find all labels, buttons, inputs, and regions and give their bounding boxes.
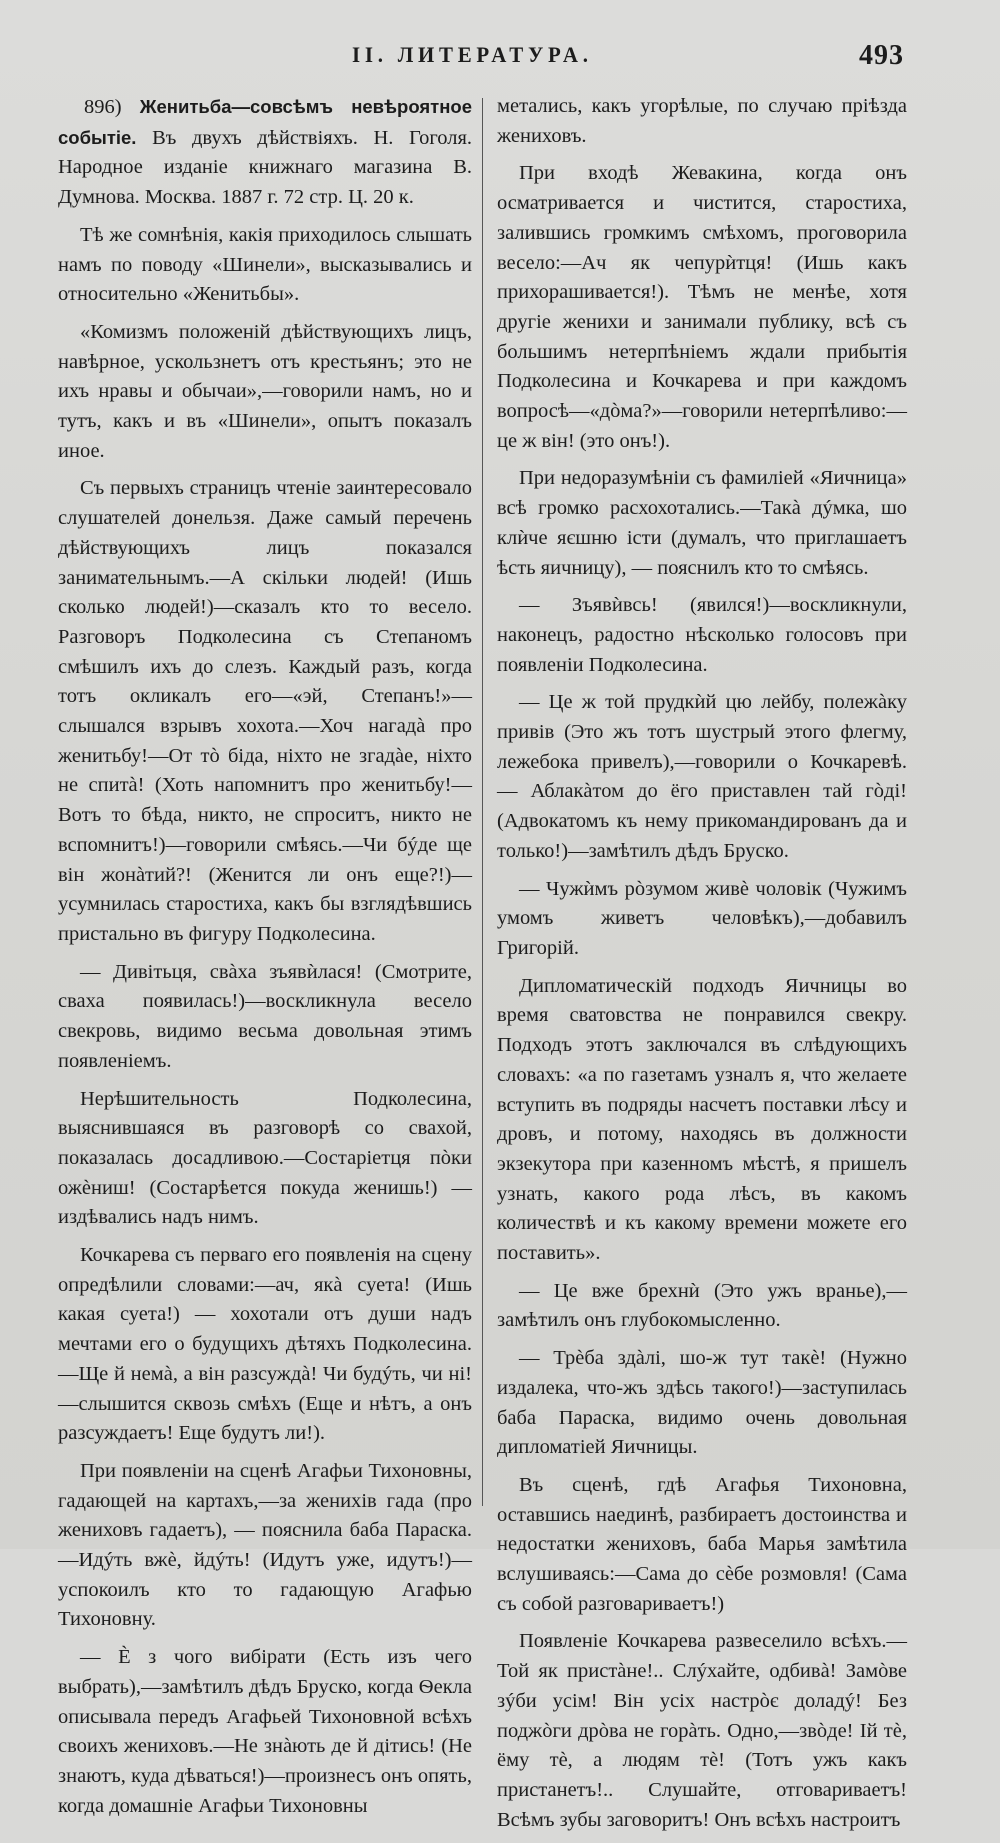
paragraph: Съ первыхъ страницъ чтеніе заинтересовало слушателей донельзя. Даже самый перечень дѣйствующихъ лицъ показался занимательнымъ.—А скільки людей! (Ишь сколько людей!)—сказалъ кто то весело. Разговоръ Подколесина съ Степаномъ смѣшилъ ихъ до слезъ. Каждый разъ, когда тотъ окликалъ его—«эй, Степанъ!»—слышался взрывъ хохота.—Хоч нагадà про женитьбу!—От тò біда, ніхто не згадàе, ніхто не спитà! (Хоть напомнитъ про женитьбу!—Вотъ то бѣда, никто, не спроситъ, никто не вспомнитъ!)—говорили смѣясь.—Чи бýде ще він жонàтий?! (Женится ли онъ еще?!)—усумнилась старостиха, какъ бы взглядѣвшись пристально въ фигуру Подколесина. [58, 477, 472, 945]
paragraph: При входѣ Жевакина, когда онъ осматривается и чистится, старостиха, залившись громкимъ смѣхомъ, проговорила весело:—Ач як чепурѝтця! (Ишь какъ прихорашивается!). Тѣмъ не менѣе, хотя другіе женихи и занимали публику, всѣ съ большимъ нетерпѣніемъ ждали прибытія Подколесина и Кочкарева и при каждомъ вопросѣ—«дòма?»—говорили нетерпѣливо:—це ж він! (это онъ!). [497, 162, 907, 452]
paragraph-continued: метались, какъ угорѣлые, по случаю пріѣзда жениховъ. [497, 95, 907, 147]
page-header [0, 40, 1000, 80]
paragraph: — Чужѝмъ рòзумом живè чоловік (Чужимъ умомъ живетъ человѣкъ),—добавилъ Григорій. [497, 877, 907, 959]
paragraph: «Комизмъ положеній дѣйствующихъ лицъ, навѣрное, ускользнетъ отъ крестьянъ; это не ихъ нравы и обычаи»,—говорили намъ, но и тутъ, какъ и въ «Шинели», опытъ показалъ иное. [58, 320, 472, 462]
paragraph: — Зъявѝвсь! (явился!)—воскликнули, наконецъ, радостно нѣсколько голосовъ при появленіи Подколесина. [497, 594, 907, 676]
entry-title: Женитьба—совсѣмъ невѣроятное событіе. [58, 96, 472, 148]
paragraph: — Це вже брехнѝ (Это ужъ вранье),—замѣтилъ онъ глубокомысленно. [497, 1279, 907, 1332]
paragraph: При недоразумѣніи съ фамиліей «Яичница» всѣ громко расхохотались.—Такà дýмка, шо клѝче яєшню істи (думалъ, что приглашаетъ ѣсть яичницу), — пояснилъ кто то смѣясь. [497, 467, 907, 579]
paragraph: Въ сценѣ, гдѣ Агафья Тихоновна, оставшись наединѣ, разбираетъ достоинства и недостатки жениховъ, баба Марья замѣтила вслушиваясь:—Сама до сèбе розмовля! (Сама съ собой разговариваетъ!) [497, 1473, 907, 1615]
left-column [58, 92, 472, 1829]
paragraph: Дипломатическій подходъ Яичницы во время сватовства не понравился свекру. Подходъ этотъ заключался въ слѣдующихъ словахъ: «а по газетамъ узналъ я, что желаете вступить въ подряды насчетъ поставки лѣсу и дровъ, и потому, находясь въ должности экзекутора при казенномъ мѣстѣ, я пришелъ узнать, какого рода лѣсъ, въ какомъ количествѣ и къ какому времени можете его поставить». [497, 974, 907, 1265]
paragraph: — Ѐ з чого вибірати (Есть изъ чего выбрать),—замѣтилъ дѣдъ Бруско, когда Ѳекла описывала передъ Агафьей Тихоновной всѣхъ своихъ жениховъ.—Не знàють де й дітись! (Не знаютъ, куда дѣваться!)—произнесъ онъ опять, когда домашніе Агафьи Тихоновны [58, 1646, 472, 1817]
entry-number: 896) [84, 96, 122, 118]
paragraph: Тѣ же сомнѣнія, какія приходилось слышать намъ по поводу «Шинели», высказывались и относительно «Женитьбы». [58, 223, 472, 306]
paragraph: Нерѣшительность Подколесина, выяснившаяся въ разговорѣ со свахой, показалась досадливою.—Состаріетця пòки ожèниш! (Состарѣется покуда женишь!) — издѣвались надъ нимъ. [58, 1087, 472, 1229]
right-column [497, 92, 907, 1843]
page-number: 493 [859, 40, 904, 71]
bibliographic-entry [58, 92, 472, 213]
entry-details: Въ двухъ дѣйствіяхъ. Н. Гоголя. Народное изданіе книжнаго магазина В. Думнова. Москва. 1887 г. 72 стр. Ц. 20 к. [58, 126, 473, 209]
paragraph: — Трèба здàлі, шо-ж тут такè! (Нужно издалека, что-жъ здѣсь такого!)—заступилась баба Параска, видимо очень довольная дипломатіей Яичницы. [497, 1347, 907, 1459]
paragraph: При появленіи на сценѣ Агафьи Тихоновны, гадающей на картахъ,—за женихів гада (про жениховъ гадаетъ), — пояснила баба Параска.—Идýть вжè, йдýть! (Идутъ уже, идутъ!)—успокоилъ кто то гадающую Агафью Тихоновну. [58, 1459, 472, 1631]
paragraph: — Це ж той прудкѝй цю лейбу, полежàку привів (Это жъ тотъ шустрый этого флегму, лежебока привелъ),—говорили о Кочкаревѣ. — Аблакàтом до ëго приставлен тай гòді! (Адвокатомъ къ нему прикомандированъ да и только!)—замѣтилъ дѣдъ Бруско. [497, 691, 907, 862]
paragraph: Кочкарева съ перваго его появленія на сцену опредѣлили словами:—ач, якà суета! (Ишь какая суета!) — хохотали отъ души надъ мечтами его о будущихъ дѣтяхъ Подколесина.—Ще й немà, а він разсуждà! Чи будýть, чи ні!—слышится сквозь смѣхъ (Еще и нѣтъ, а онъ разсуждаетъ! Еще будутъ ли!). [58, 1244, 472, 1445]
section-title: II. ЛИТЕРАТУРА. [352, 42, 593, 67]
paragraph: — Дивітьця, свàха зъявѝлася! (Смотрите, сваха появилась!)—воскликнула весело свекровь, видимо весьма довольная этимъ появленіемъ. [58, 960, 472, 1072]
column-divider [482, 98, 483, 1506]
paragraph: Появленіе Кочкарева развеселило всѣхъ.—Той як пристàне!.. Слýхайте, одбивà! Замòве зýби усім! Він усіх настрòє доладý! Без поджòги дрòва не горàть. Одно,—звòде! Ій тѐ, ëму тѐ, а людям тѐ! (Тотъ ужъ какъ пристанетъ!.. Слушайте, отговариваетъ! Всѣмъ зубы заговоритъ! Онъ всѣхъ настроитъ [497, 1630, 907, 1831]
